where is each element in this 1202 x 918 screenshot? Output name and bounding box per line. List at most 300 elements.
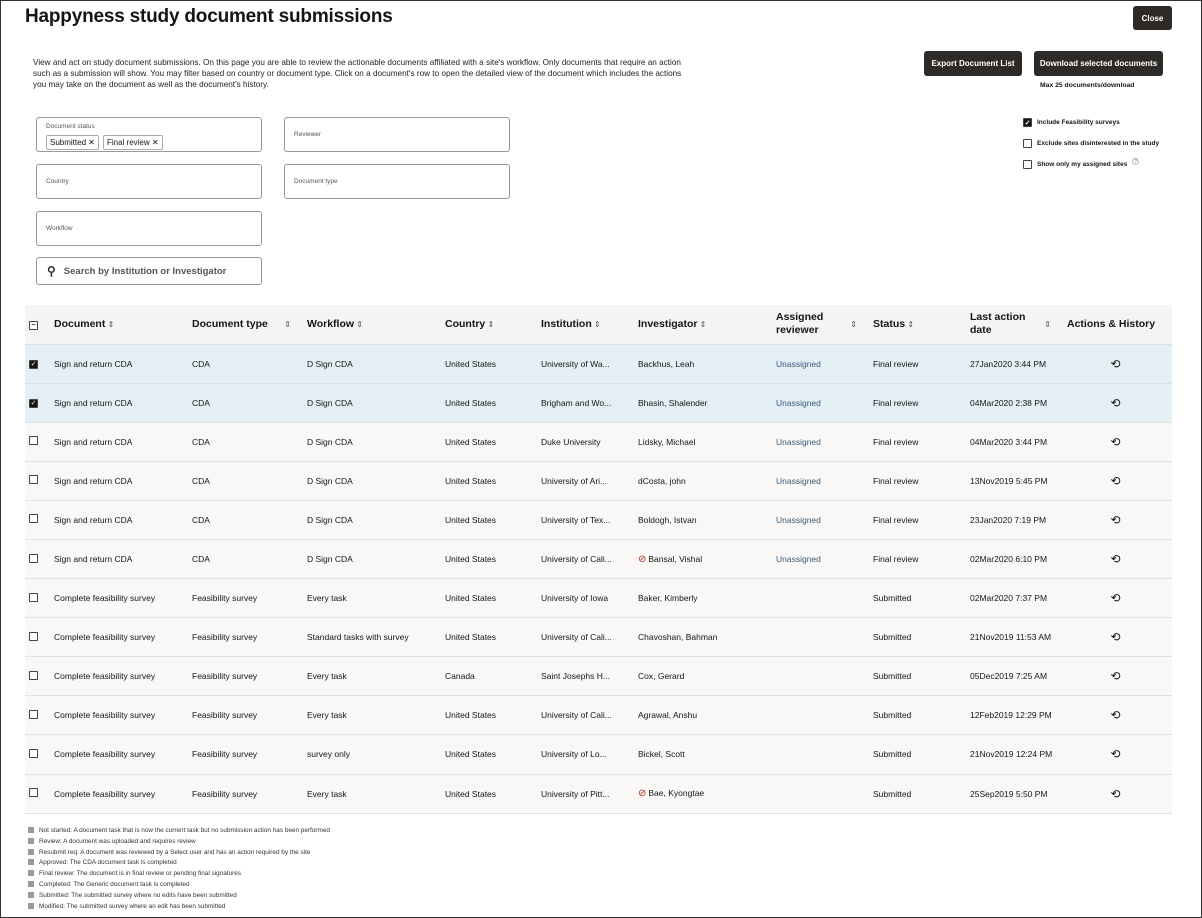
blocked-icon: ⊘: [638, 788, 647, 800]
workflow-text: Every task: [307, 710, 347, 721]
table-row[interactable]: [25, 422, 1172, 461]
cell-last-action-date: [966, 579, 1063, 618]
cell-document-type: [188, 500, 303, 539]
history-icon[interactable]: ⟲: [1110, 747, 1121, 762]
cell-actions: [1063, 344, 1172, 383]
institution-text: University of Pitt...: [541, 788, 610, 799]
cell-assigned-reviewer: [772, 344, 869, 383]
column-label: Country: [445, 317, 486, 330]
workflow-label: Workflow: [46, 225, 73, 232]
workflow-text: Every task: [307, 788, 347, 799]
document-type-text: Feasibility survey: [192, 749, 258, 760]
country-filter[interactable]: [36, 164, 262, 199]
document-type-filter[interactable]: [284, 164, 510, 199]
cell-country: [441, 500, 537, 539]
document-type-text: CDA: [192, 436, 210, 447]
status-text: Submitted: [873, 788, 912, 799]
sort-icon[interactable]: ⇕: [850, 319, 857, 329]
institution-text: University of Cali...: [541, 554, 612, 565]
document-type-text: Feasibility survey: [192, 632, 258, 643]
cell-institution: [537, 422, 634, 461]
cell-country: [441, 735, 537, 774]
institution-text: University of Iowa: [541, 593, 609, 604]
option-label: Include Feasibility surveys: [1037, 119, 1120, 126]
cell-document: [50, 774, 188, 813]
country-text: United States: [445, 514, 497, 525]
sort-icon[interactable]: ⇕: [485, 319, 495, 329]
assigned-reviewer-text[interactable]: Unassigned: [776, 514, 821, 525]
document-text: Complete feasibility survey: [54, 632, 156, 643]
cell-assigned-reviewer: [772, 696, 869, 735]
download-selected-button[interactable]: Download selected documents: [1034, 51, 1163, 76]
cell-investigator: [634, 539, 772, 578]
document-type-text: Feasibility survey: [192, 593, 258, 604]
cell-investigator: [634, 422, 772, 461]
last-action-date-text: 21Nov2019 12:24 PM: [970, 749, 1053, 760]
country-text: United States: [445, 475, 497, 486]
document-type-text: Feasibility survey: [192, 671, 258, 682]
row-select-cell: [25, 657, 50, 696]
assigned-reviewer-text[interactable]: Unassigned: [776, 436, 821, 447]
status-text: Submitted: [873, 632, 912, 643]
document-text: Complete feasibility survey: [54, 788, 156, 799]
history-icon[interactable]: ⟲: [1110, 473, 1121, 488]
last-action-date-text: 02Mar2020 6:10 PM: [970, 554, 1048, 565]
export-document-list-button[interactable]: Export Document List: [924, 51, 1022, 76]
history-icon[interactable]: ⟲: [1110, 552, 1121, 567]
workflow-text: D Sign CDA: [307, 514, 353, 525]
cell-document-type: [188, 422, 303, 461]
country-text: United States: [445, 554, 497, 565]
workflow-text: D Sign CDA: [307, 554, 353, 565]
row-checkbox[interactable]: [29, 436, 38, 445]
country-text: United States: [445, 397, 497, 408]
cell-investigator: [634, 774, 772, 813]
cell-document-type: [188, 774, 303, 813]
cell-status: [869, 500, 966, 539]
document-status-filter[interactable]: [36, 117, 262, 152]
cell-document: [50, 579, 188, 618]
cell-institution: [537, 539, 634, 578]
cell-country: [441, 618, 537, 657]
select-all-checkbox[interactable]: −: [29, 321, 38, 330]
cell-investigator: [634, 579, 772, 618]
table-row[interactable]: [25, 657, 1172, 696]
status-chip-submitted[interactable]: [46, 135, 99, 150]
cell-country: [441, 657, 537, 696]
row-select-cell: [25, 735, 50, 774]
row-checkbox[interactable]: [29, 514, 38, 523]
column-label: Workflow: [307, 317, 355, 330]
country-text: United States: [445, 710, 497, 721]
investigator-text: Boldogh, Istvan: [638, 514, 697, 525]
history-icon[interactable]: ⟲: [1110, 669, 1121, 684]
assigned-reviewer-text[interactable]: Unassigned: [776, 554, 821, 565]
investigator-text: Bickel, Scott: [638, 749, 685, 760]
cell-country: [441, 422, 537, 461]
country-text: United States: [445, 788, 497, 799]
cell-assigned-reviewer: [772, 383, 869, 422]
legend-text: Submitted: The submitted survey where no edits have been submitted: [39, 891, 237, 899]
institution-text: University of Cali...: [541, 632, 612, 643]
row-select-cell: [25, 383, 50, 422]
last-action-date-text: 13Nov2019 5:45 PM: [970, 475, 1048, 486]
cell-institution: [537, 383, 634, 422]
cell-workflow: [303, 618, 441, 657]
document-text: Sign and return CDA: [54, 436, 133, 447]
cell-workflow: [303, 579, 441, 618]
cell-assigned-reviewer: [772, 579, 869, 618]
cell-last-action-date: [966, 344, 1063, 383]
history-icon[interactable]: ⟲: [1110, 786, 1121, 801]
search-input[interactable]: [36, 257, 262, 285]
legend-text: Review: A document was uploaded and requires review: [39, 837, 196, 845]
column-header-document[interactable]: [50, 305, 188, 344]
column-header-assigned-reviewer[interactable]: [772, 305, 869, 344]
investigator-text: Lidsky, Michael: [638, 436, 696, 447]
cell-last-action-date: [966, 774, 1063, 813]
table-row[interactable]: [25, 579, 1172, 618]
cell-institution: [537, 696, 634, 735]
cell-last-action-date: [966, 618, 1063, 657]
institution-text: University of Cali...: [541, 710, 612, 721]
institution-text: Saint Josephs H...: [541, 671, 610, 682]
column-label: Assigned reviewer: [776, 311, 824, 337]
institution-text: Brigham and Wo...: [541, 397, 612, 408]
cell-document-type: [188, 461, 303, 500]
cell-document-type: [188, 579, 303, 618]
assigned-reviewer-text[interactable]: Unassigned: [776, 358, 821, 369]
history-icon[interactable]: ⟲: [1110, 395, 1121, 410]
cell-country: [441, 461, 537, 500]
workflow-filter[interactable]: [36, 211, 262, 246]
document-text: Complete feasibility survey: [54, 671, 156, 682]
row-checkbox[interactable]: [29, 749, 38, 758]
row-select-cell: [25, 618, 50, 657]
option-label: Exclude sites disinterested in the study: [1037, 140, 1160, 147]
cell-document-type: [188, 344, 303, 383]
last-action-date-text: 04Mar2020 2:38 PM: [970, 397, 1048, 408]
cell-document: [50, 696, 188, 735]
institution-text: University of Ari...: [541, 475, 608, 486]
cell-institution: [537, 579, 634, 618]
sort-icon[interactable]: ⇕: [697, 319, 707, 329]
cell-assigned-reviewer: [772, 774, 869, 813]
row-checkbox[interactable]: [29, 671, 38, 680]
column-header-country[interactable]: [441, 305, 537, 344]
status-text: Submitted: [873, 593, 912, 604]
cell-workflow: [303, 696, 441, 735]
cell-institution: [537, 657, 634, 696]
country-label: Country: [46, 178, 69, 185]
cell-document-type: [188, 383, 303, 422]
cell-workflow: [303, 657, 441, 696]
status-text: Final review: [873, 514, 919, 525]
legend-text: Resubmit req: A document was reviewed by a Select user and has an action required by the site: [39, 848, 311, 856]
cell-investigator: [634, 657, 772, 696]
cell-actions: [1063, 618, 1172, 657]
legend-text: Completed: The Generic document task is completed: [39, 880, 190, 888]
investigator-text: Backhus, Leah: [638, 358, 695, 369]
legend-swatch-icon: [28, 827, 34, 833]
legend-item: [28, 858, 330, 869]
reviewer-filter[interactable]: [284, 117, 510, 152]
cell-country: [441, 579, 537, 618]
cell-actions: [1063, 735, 1172, 774]
column-header-investigator[interactable]: [634, 305, 772, 344]
document-text: Sign and return CDA: [54, 514, 133, 525]
assigned-reviewer-text[interactable]: Unassigned: [776, 397, 821, 408]
row-checkbox[interactable]: [29, 788, 38, 797]
status-chip-final-review[interactable]: [103, 135, 163, 150]
sort-icon[interactable]: ⇕: [905, 319, 915, 329]
cell-document: [50, 383, 188, 422]
cell-actions: [1063, 696, 1172, 735]
workflow-text: D Sign CDA: [307, 436, 353, 447]
row-select-cell: [25, 344, 50, 383]
row-checkbox[interactable]: [29, 632, 38, 641]
column-label: Investigator: [638, 317, 698, 330]
document-text: Complete feasibility survey: [54, 749, 156, 760]
investigator-text: Agrawal, Anshu: [638, 710, 698, 721]
document-text: Sign and return CDA: [54, 554, 133, 565]
row-select-cell: [25, 500, 50, 539]
column-label: Actions & History: [1067, 317, 1156, 330]
table-row[interactable]: [25, 539, 1172, 578]
cell-document: [50, 618, 188, 657]
cell-assigned-reviewer: [772, 657, 869, 696]
country-text: United States: [445, 358, 497, 369]
document-type-text: CDA: [192, 554, 210, 565]
history-icon[interactable]: ⟲: [1110, 512, 1121, 527]
cell-workflow: [303, 461, 441, 500]
workflow-text: Standard tasks with survey: [307, 632, 409, 643]
status-text: Final review: [873, 397, 919, 408]
last-action-date-text: 21Nov2019 11:53 AM: [970, 632, 1052, 643]
last-action-date-text: 23Jan2020 7:19 PM: [970, 514, 1047, 525]
sort-icon[interactable]: ⇕: [284, 319, 291, 329]
institution-text: University of Wa...: [541, 358, 610, 369]
table-row[interactable]: [25, 735, 1172, 774]
legend-swatch-icon: [28, 881, 34, 887]
column-label: Institution: [541, 317, 592, 330]
cell-status: [869, 383, 966, 422]
row-checkbox[interactable]: [29, 593, 38, 602]
cell-status: [869, 696, 966, 735]
cell-country: [441, 696, 537, 735]
select-all-header: [25, 305, 50, 344]
workflow-text: Every task: [307, 593, 347, 604]
cell-document: [50, 657, 188, 696]
country-text: United States: [445, 749, 497, 760]
cell-assigned-reviewer: [772, 618, 869, 657]
investigator-text: Bansal, Vishal: [648, 553, 703, 564]
cell-last-action-date: [966, 461, 1063, 500]
investigator-text: Chavoshan, Bahman: [638, 632, 718, 643]
chip-label: Final review: [106, 138, 150, 147]
row-checkbox[interactable]: [29, 554, 38, 563]
cell-status: [869, 735, 966, 774]
assigned-reviewer-text[interactable]: Unassigned: [776, 475, 821, 486]
column-header-document-type[interactable]: [188, 305, 303, 344]
option-label: Show only my assigned sites: [1037, 161, 1128, 168]
cell-country: [441, 383, 537, 422]
cell-status: [869, 657, 966, 696]
cell-last-action-date: [966, 383, 1063, 422]
cell-investigator: [634, 461, 772, 500]
remove-chip-icon[interactable]: ✕: [88, 138, 95, 147]
table-row[interactable]: [25, 344, 1172, 383]
legend-item: [28, 848, 330, 859]
cell-status: [869, 618, 966, 657]
blocked-icon: ⊘: [638, 553, 647, 565]
cell-document: [50, 500, 188, 539]
sort-icon[interactable]: ⇕: [105, 319, 115, 329]
legend-item: [28, 826, 330, 837]
close-button[interactable]: Close: [1133, 6, 1172, 30]
column-header-status[interactable]: [869, 305, 966, 344]
option-checkbox[interactable]: [1023, 139, 1032, 148]
last-action-date-text: 25Sep2019 5:50 PM: [970, 788, 1048, 799]
row-select-cell: [25, 774, 50, 813]
investigator-text: Baker, Kimberly: [638, 593, 698, 604]
cell-actions: [1063, 383, 1172, 422]
row-select-cell: [25, 696, 50, 735]
cell-institution: [537, 344, 634, 383]
cell-status: [869, 579, 966, 618]
cell-status: [869, 422, 966, 461]
legend-text: Approved: The CDA document task is completed: [39, 859, 177, 867]
cell-document-type: [188, 735, 303, 774]
cell-actions: [1063, 461, 1172, 500]
help-icon[interactable]: ?: [1134, 158, 1138, 165]
max-download-note: Max 25 documents/download: [1040, 82, 1135, 89]
workflow-text: survey only: [307, 749, 350, 760]
legend-text: Final review: The document is in final review or pending final signatures: [39, 870, 242, 878]
institution-text: University of Lo...: [541, 749, 607, 760]
cell-workflow: [303, 383, 441, 422]
last-action-date-text: 04Mar2020 3:44 PM: [970, 436, 1048, 447]
column-label: Document type: [192, 317, 268, 330]
last-action-date-text: 12Feb2019 12:29 PM: [970, 710, 1052, 721]
option-checkbox[interactable]: [1023, 160, 1032, 169]
cell-assigned-reviewer: [772, 539, 869, 578]
column-header-last-action-date[interactable]: [966, 305, 1063, 344]
search-placeholder: Search by Institution or Investigator: [63, 265, 227, 277]
document-status-label: Document status: [46, 123, 95, 130]
reviewer-label: Reviewer: [294, 131, 322, 138]
cell-assigned-reviewer: [772, 500, 869, 539]
cell-last-action-date: [966, 500, 1063, 539]
cell-last-action-date: [966, 422, 1063, 461]
country-text: Canada: [445, 671, 475, 682]
history-icon[interactable]: ⟲: [1110, 708, 1121, 723]
document-text: Sign and return CDA: [54, 358, 133, 369]
option-0[interactable]: [1023, 118, 1120, 127]
table-row[interactable]: [25, 774, 1172, 813]
cell-status: [869, 344, 966, 383]
legend-item: [28, 869, 330, 880]
legend-swatch-icon: [28, 892, 34, 898]
sort-icon[interactable]: ⇕: [354, 319, 363, 329]
cell-workflow: [303, 539, 441, 578]
document-type-text: CDA: [192, 397, 210, 408]
history-icon[interactable]: ⟲: [1110, 630, 1121, 645]
table-row[interactable]: [25, 461, 1172, 500]
last-action-date-text: 02Mar2020 7:37 PM: [970, 593, 1048, 604]
document-type-text: Feasibility survey: [192, 710, 258, 721]
remove-chip-icon[interactable]: ✕: [151, 138, 159, 147]
history-icon[interactable]: ⟲: [1110, 591, 1121, 606]
cell-last-action-date: [966, 539, 1063, 578]
sort-icon[interactable]: ⇕: [591, 319, 601, 329]
cell-actions: [1063, 422, 1172, 461]
legend-item: [28, 880, 330, 891]
row-select-cell: [25, 539, 50, 578]
cell-workflow: [303, 344, 441, 383]
documents-table: [25, 305, 1172, 814]
institution-text: Duke University: [541, 436, 601, 447]
row-checkbox[interactable]: [29, 710, 38, 719]
status-legend: [28, 826, 330, 912]
column-header-workflow[interactable]: [303, 305, 441, 344]
workflow-text: Every task: [307, 671, 347, 682]
option-1[interactable]: [1023, 139, 1159, 148]
document-type-label: Document type: [294, 178, 338, 185]
legend-swatch-icon: [28, 838, 34, 844]
document-text: Complete feasibility survey: [54, 593, 156, 604]
row-checkbox[interactable]: ✓: [30, 400, 37, 408]
last-action-date-text: 05Dec2019 7:25 AM: [970, 671, 1048, 682]
legend-swatch-icon: [28, 870, 34, 876]
status-text: Submitted: [873, 749, 912, 760]
option-checkbox[interactable]: ✓: [1024, 119, 1031, 127]
cell-investigator: [634, 618, 772, 657]
cell-document: [50, 461, 188, 500]
table-row[interactable]: [25, 383, 1172, 422]
legend-swatch-icon: [28, 903, 34, 909]
cell-document-type: [188, 657, 303, 696]
table-row[interactable]: [25, 618, 1172, 657]
row-select-cell: [25, 461, 50, 500]
legend-item: [28, 902, 330, 913]
cell-assigned-reviewer: [772, 461, 869, 500]
row-checkbox[interactable]: ✓: [30, 361, 37, 369]
cell-actions: [1063, 774, 1172, 813]
country-text: United States: [445, 632, 497, 643]
legend-item: [28, 891, 330, 902]
cell-document: [50, 422, 188, 461]
cell-investigator: [634, 383, 772, 422]
cell-institution: [537, 461, 634, 500]
row-checkbox[interactable]: [29, 475, 38, 484]
cell-country: [441, 539, 537, 578]
sort-icon[interactable]: ⇕: [1044, 319, 1051, 329]
table-row[interactable]: [25, 696, 1172, 735]
status-text: Final review: [873, 554, 919, 565]
column-header-institution[interactable]: [537, 305, 634, 344]
cell-actions: [1063, 500, 1172, 539]
cell-country: [441, 774, 537, 813]
cell-workflow: [303, 774, 441, 813]
cell-investigator: [634, 696, 772, 735]
option-2[interactable]: [1023, 160, 1139, 169]
history-icon[interactable]: ⟲: [1110, 434, 1121, 449]
status-text: Final review: [873, 475, 919, 486]
workflow-text: D Sign CDA: [307, 475, 353, 486]
table-row[interactable]: [25, 500, 1172, 539]
history-icon[interactable]: ⟲: [1110, 356, 1121, 371]
